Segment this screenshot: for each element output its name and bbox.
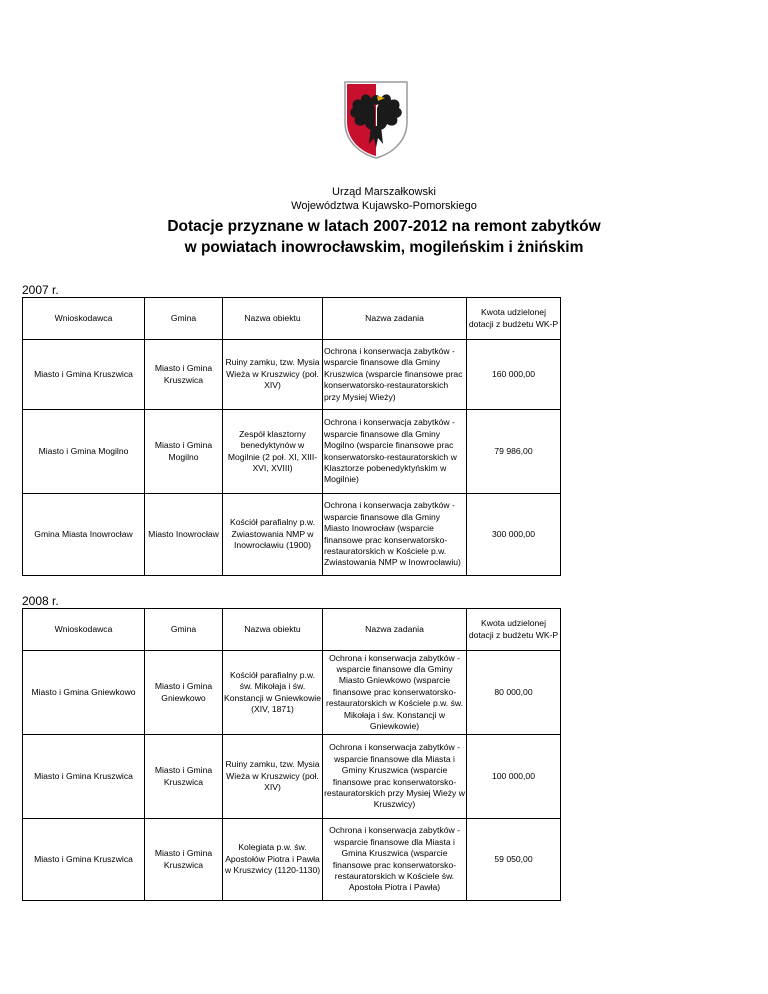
cell-amount: 80 000,00 [467, 651, 561, 735]
cell-gmina: Miasto i Gmina Kruszwica [145, 819, 223, 901]
cell-applicant: Miasto i Gmina Mogilno [23, 410, 145, 494]
header-amount: Kwota udzielonej dotacji z budżetu WK-P [467, 609, 561, 651]
cell-task: Ochrona i konserwacja zabytków - wsparcie finansowe dla Miasta i Gminy Kruszwica (wsparcie finansowe prac konserwatorsko-restauratorskich przy Mysiej Wieży w Kruszwicy) [323, 735, 467, 819]
grants-table-2008 [22, 608, 561, 901]
cell-applicant: Miasto i Gmina Kruszwica [23, 340, 145, 410]
cell-task: Ochrona i konserwacja zabytków - wsparcie finansowe dla Gminy Miasto Gniewkowo (wsparcie finansowe prac konserwatorsko-restauratorskich w Kościele p.w. św. Mikołaja i św. Konstancji w Gniewkowie) [323, 651, 467, 735]
cell-amount: 59 050,00 [467, 819, 561, 901]
cell-gmina: Miasto i Gmina Mogilno [145, 410, 223, 494]
cell-amount: 300 000,00 [467, 494, 561, 576]
office-name-line2: Województwa Kujawsko-Pomorskiego [291, 200, 477, 212]
cell-task: Ochrona i konserwacja zabytków - wsparcie finansowe dla Gminy Miasto Inowrocław (wsparcie finansowe prac konserwatorsko-restauratorskich w Kościele p.w. Zwiastowania NMP w Inowrocławiu) [323, 494, 467, 576]
grants-table-2007 [22, 297, 561, 576]
cell-task: Ochrona i konserwacja zabytków - wsparcie finansowe dla Gminy Mogilno (wsparcie finansowe prac konserwatorsko-restauratorskich w Klasztorze pobenedyktyńskim w Mogilnie) [323, 410, 467, 494]
table-header-row [23, 609, 561, 651]
header-gmina: Gmina [145, 609, 223, 651]
cell-gmina: Miasto i Gmina Kruszwica [145, 340, 223, 410]
header-object: Nazwa obiektu [223, 609, 323, 651]
title-line2: w powiatach inowrocławskim, mogileńskim i żnińskim [184, 239, 584, 256]
office-name-line1: Urząd Marszałkowski [332, 186, 436, 198]
cell-object: Ruiny zamku, tzw. Mysia Wieża w Kruszwicy (poł. XIV) [223, 340, 323, 410]
page-title [0, 216, 768, 258]
cell-object: Kościół parafialny p.w. św. Mikołaja i św. Konstancji w Gniewkowie (XIV, 1871) [223, 651, 323, 735]
header-gmina: Gmina [145, 298, 223, 340]
coat-of-arms-logo [341, 78, 411, 160]
section-year-2008: 2008 r. [22, 594, 59, 608]
cell-gmina: Miasto i Gmina Kruszwica [145, 735, 223, 819]
cell-gmina: Miasto i Gmina Gniewkowo [145, 651, 223, 735]
title-line1: Dotacje przyznane w latach 2007-2012 na remont zabytków [167, 218, 601, 235]
cell-task: Ochrona i konserwacja zabytków - wsparcie finansowe dla Gminy Kruszwica (wsparcie finansowe prac konserwatorsko-restauratorskich przy Mysiej Wieży) [323, 340, 467, 410]
header-amount: Kwota udzielonej dotacji z budżetu WK-P [467, 298, 561, 340]
cell-applicant: Miasto i Gmina Kruszwica [23, 819, 145, 901]
header-applicant: Wnioskodawca [23, 298, 145, 340]
table-row [23, 494, 561, 576]
cell-amount: 160 000,00 [467, 340, 561, 410]
section-year-2007: 2007 r. [22, 283, 59, 297]
cell-object: Ruiny zamku, tzw. Mysia Wieża w Kruszwicy (poł. XIV) [223, 735, 323, 819]
table-header-row [23, 298, 561, 340]
cell-object: Zespół klasztorny benedyktynów w Mogilnie (2 poł. XI, XIII-XVI, XVIII) [223, 410, 323, 494]
table-row [23, 410, 561, 494]
cell-applicant: Gmina Miasta Inowrocław [23, 494, 145, 576]
header-task: Nazwa zadania [323, 609, 467, 651]
table-row [23, 340, 561, 410]
cell-amount: 100 000,00 [467, 735, 561, 819]
table-row [23, 651, 561, 735]
header-object: Nazwa obiektu [223, 298, 323, 340]
cell-object: Kolegiata p.w. św. Apostołów Piotra i Pawła w Kruszwicy (1120-1130) [223, 819, 323, 901]
header-task: Nazwa zadania [323, 298, 467, 340]
cell-object: Kościół parafialny p.w. Zwiastowania NMP w Inowrocławiu (1900) [223, 494, 323, 576]
table-row [23, 819, 561, 901]
cell-gmina: Miasto Inowrocław [145, 494, 223, 576]
cell-applicant: Miasto i Gmina Gniewkowo [23, 651, 145, 735]
cell-task: Ochrona i konserwacja zabytków - wsparcie finansowe dla Miasta i Gmina Kruszwica (wsparcie finansowe prac konserwatorsko-restauratorskich w Kościele św. Apostoła Piotra i Pawła) [323, 819, 467, 901]
cell-applicant: Miasto i Gmina Kruszwica [23, 735, 145, 819]
cell-amount: 79 986,00 [467, 410, 561, 494]
header-applicant: Wnioskodawca [23, 609, 145, 651]
table-row [23, 735, 561, 819]
